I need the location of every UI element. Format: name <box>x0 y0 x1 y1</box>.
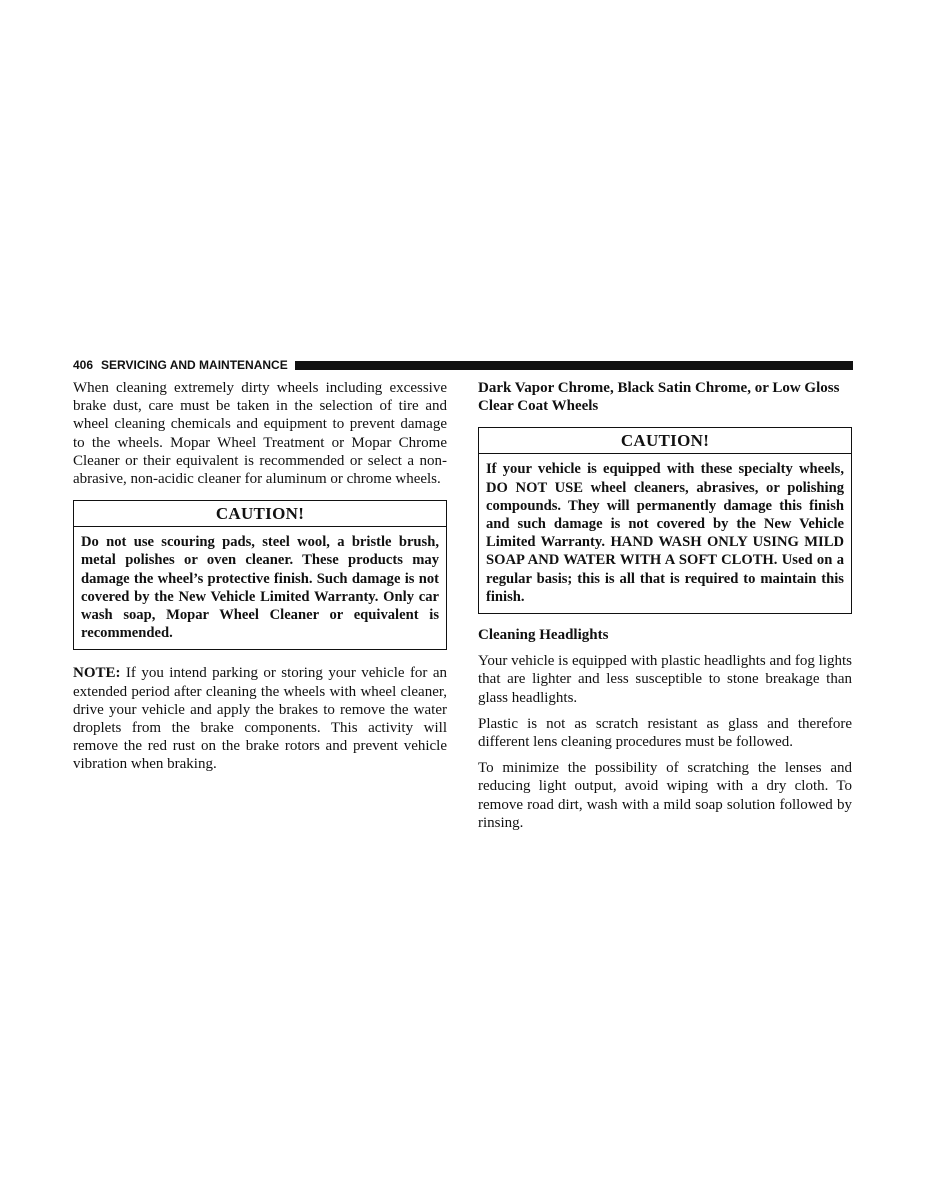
section-title: SERVICING AND MAINTENANCE <box>101 358 288 372</box>
note-text: If you intend parking or storing your vehicle for an extended period after cleaning the wheels with wheel cleaner, drive your vehicle and apply the brakes to remove the water droplets from the brake components. This activity will remove the red rust on the brake rotors and prevent vehicle vibration when braking. <box>73 665 447 773</box>
cleaning-headlights-heading: Cleaning Headlights <box>478 627 609 644</box>
note-paragraph <box>73 664 447 773</box>
headlights-paragraph-2: Plastic is not as scratch resistant as glass and therefore different lens cleaning procedures must be followed. <box>478 715 852 751</box>
specialty-wheels-heading: Dark Vapor Chrome, Black Satin Chrome, or Low Gloss Clear Coat Wheels <box>478 380 840 415</box>
wheel-cleaning-paragraph: When cleaning extremely dirty wheels including excessive brake dust, care must be taken in the selection of tire and wheel cleaning chemicals and equipment to prevent damage to the wheels. Mopar Wheel Treatment or Mopar Chrome Cleaner or their equivalent is recommended or select a non-abrasive, non-acidic cleaner for aluminum or chrome wheels. <box>73 380 447 488</box>
page-number: 406 <box>73 358 94 372</box>
caution-title: CAUTION! <box>479 428 851 454</box>
note-label: NOTE: <box>73 665 121 682</box>
page-header <box>73 357 853 373</box>
headlights-paragraph-1: Your vehicle is equipped with plastic headlights and fog lights that are lighter and less susceptible to stone breakage than glass headlights. <box>478 653 852 706</box>
headlights-paragraph-3: To minimize the possibility of scratching the lenses and reducing light output, avoid wiping with a dry cloth. To remove road dirt, wash with a mild soap solution followed by rinsing. <box>478 760 852 831</box>
right-column <box>478 379 852 840</box>
caution-body: Do not use scouring pads, steel wool, a bristle brush, metal polishes or oven cleaner. These products may damage the wheel’s protective finish. Such damage is not covered by the New Vehicle Limited Warranty. Only car wash soap, Mopar Wheel Cleaner or equivalent is recommended. <box>81 534 439 642</box>
left-column <box>73 379 447 782</box>
wheel-caution-box <box>73 500 447 650</box>
caution-body: If your vehicle is equipped with these specialty wheels, DO NOT USE wheel cleaners, abrasives, or polishing compounds. They will permanently damage this finish and such damage is not covered by the New Vehicle Limited Warranty. HAND WASH ONLY USING MILD SOAP AND WATER WITH A SOFT CLOTH. Used on a regular basis; this is all that is required to maintain this finish. <box>486 461 844 605</box>
specialty-caution-box <box>478 427 852 614</box>
header-rule <box>295 361 853 370</box>
caution-title: CAUTION! <box>74 501 446 527</box>
